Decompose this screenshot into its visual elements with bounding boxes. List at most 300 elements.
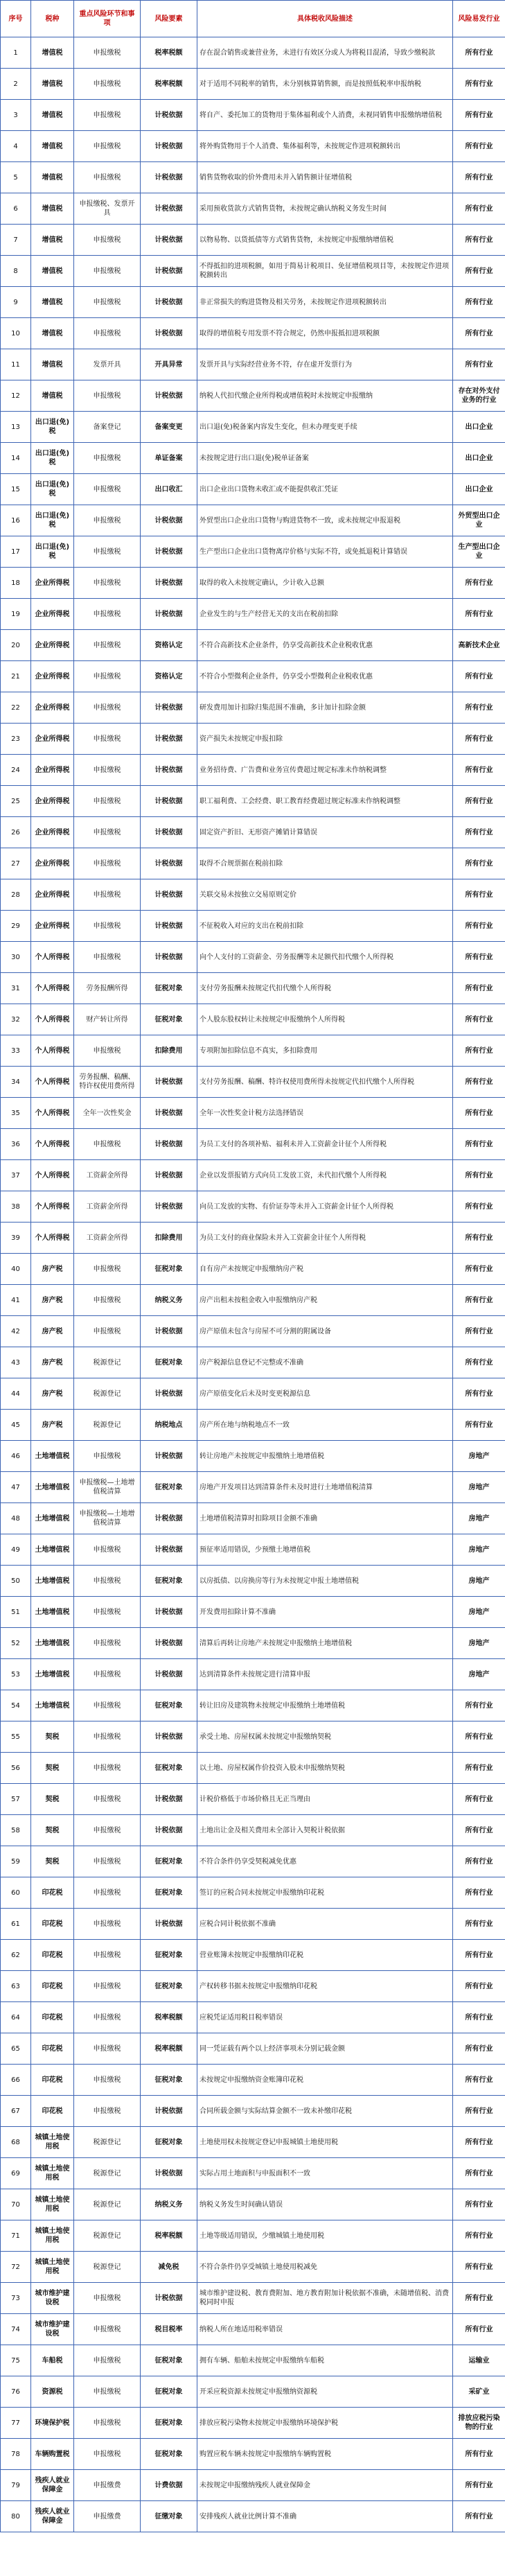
row-tax-type: 增值税 — [31, 318, 74, 349]
row-tax-type: 企业所得税 — [31, 755, 74, 786]
row-number: 74 — [1, 2314, 31, 2345]
row-risk-element: 资格认定 — [141, 661, 197, 692]
row-tax-type: 个人所得税 — [31, 1067, 74, 1098]
row-number: 37 — [1, 1160, 31, 1191]
row-risk-description: 不符合高新技术企业条件，仍享受高新技术企业税收优惠 — [197, 630, 453, 661]
row-number: 29 — [1, 911, 31, 942]
row-tax-type: 增值税 — [31, 193, 74, 225]
table-row — [1, 1035, 505, 1067]
row-tax-type: 土地增值税 — [31, 1534, 74, 1566]
row-tax-type: 印花税 — [31, 1877, 74, 1909]
row-number: 73 — [1, 2283, 31, 2314]
row-risk-description: 出口退(免)税备案内容发生变化，但未办理变更手续 — [197, 412, 453, 443]
row-risk-element: 计费依据 — [141, 2470, 197, 2501]
table-row — [1, 755, 505, 786]
row-risk-description: 职工福利费、工会经费、职工教育经费超过规定标准未作纳税调整 — [197, 786, 453, 817]
row-risk-link: 劳务报酬、稿酬、特许权使用费所得 — [74, 1067, 141, 1098]
row-risk-element: 计税依据 — [141, 1441, 197, 1472]
row-number: 71 — [1, 2220, 31, 2252]
row-industry: 所有行业 — [453, 817, 505, 848]
row-industry: 出口企业 — [453, 474, 505, 505]
row-risk-element: 计税依据 — [141, 1909, 197, 1940]
row-tax-type: 契税 — [31, 1784, 74, 1815]
row-industry: 所有行业 — [453, 692, 505, 724]
row-risk-link: 申报缴税 — [74, 692, 141, 724]
row-industry: 房地产 — [453, 1566, 505, 1597]
row-industry: 所有行业 — [453, 2096, 505, 2127]
row-industry: 所有行业 — [453, 973, 505, 1004]
row-risk-link: 申报缴税 — [74, 2376, 141, 2408]
row-tax-type: 企业所得税 — [31, 786, 74, 817]
row-risk-element: 计税依据 — [141, 536, 197, 568]
row-industry: 所有行业 — [453, 2252, 505, 2283]
row-tax-type: 印花税 — [31, 2033, 74, 2065]
row-risk-description: 为员工支付的各项补贴、福利未并入工资薪金计征个人所得税 — [197, 1129, 453, 1160]
row-tax-type: 印花税 — [31, 1909, 74, 1940]
row-risk-element: 计税依据 — [141, 1534, 197, 1566]
row-risk-description: 营业账簿未按规定申报缴纳印花税 — [197, 1940, 453, 1971]
row-industry: 存在对外支付业务的行业 — [453, 380, 505, 412]
row-risk-link: 申报缴税 — [74, 1254, 141, 1285]
row-risk-link: 申报缴税 — [74, 162, 141, 193]
row-tax-type: 契税 — [31, 1846, 74, 1877]
row-risk-element: 扣除费用 — [141, 1035, 197, 1067]
row-industry: 采矿业 — [453, 2376, 505, 2408]
row-industry: 所有行业 — [453, 69, 505, 100]
table-row — [1, 848, 505, 879]
row-risk-link: 申报缴税 — [74, 911, 141, 942]
table-row — [1, 1316, 505, 1347]
row-risk-description: 个人股东股权转让未按规定申报缴纳个人所得税 — [197, 1004, 453, 1035]
row-tax-type: 企业所得税 — [31, 661, 74, 692]
row-tax-type: 个人所得税 — [31, 1004, 74, 1035]
row-risk-element: 征税对象 — [141, 1971, 197, 2002]
row-tax-type: 车船税 — [31, 2345, 74, 2376]
table-row — [1, 2345, 505, 2376]
row-industry: 房地产 — [453, 1628, 505, 1659]
row-risk-description: 发票开具与实际经营业务不符，存在虚开发票行为 — [197, 349, 453, 380]
row-risk-element: 税率税额 — [141, 69, 197, 100]
row-number: 59 — [1, 1846, 31, 1877]
row-risk-element: 税率税额 — [141, 2002, 197, 2033]
row-industry: 所有行业 — [453, 1223, 505, 1254]
row-number: 45 — [1, 1410, 31, 1441]
row-industry: 所有行业 — [453, 1971, 505, 2002]
row-tax-type: 环境保护税 — [31, 2408, 74, 2439]
row-industry: 所有行业 — [453, 1067, 505, 1098]
table-row — [1, 131, 505, 162]
row-risk-description: 采用预收货款方式销售货物，未按规定确认纳税义务发生时间 — [197, 193, 453, 225]
row-risk-description: 向员工发放的实物、有价证券等未并入工资薪金计征个人所得税 — [197, 1191, 453, 1223]
row-risk-description: 不符合小型微利企业条件，仍享受小型微利企业税收优惠 — [197, 661, 453, 692]
table-row — [1, 911, 505, 942]
row-risk-description: 房产原值未包含与房屋不可分割的附属设备 — [197, 1316, 453, 1347]
row-risk-link: 申报缴税 — [74, 37, 141, 69]
row-industry: 所有行业 — [453, 1877, 505, 1909]
row-risk-element: 计税依据 — [141, 1067, 197, 1098]
row-risk-description: 销售货物收取的价外费用未并入销售额计征增值税 — [197, 162, 453, 193]
table-row — [1, 2127, 505, 2158]
table-row — [1, 879, 505, 911]
row-risk-element: 计税依据 — [141, 2158, 197, 2189]
header-no: 序号 — [1, 1, 31, 37]
row-risk-link: 税源登记 — [74, 1347, 141, 1378]
row-industry: 所有行业 — [453, 942, 505, 973]
table-row — [1, 287, 505, 318]
row-tax-type: 残疾人就业保障金 — [31, 2501, 74, 2532]
row-risk-element: 计税依据 — [141, 131, 197, 162]
row-risk-description: 土地出让金及相关费用未全部计入契税计税依据 — [197, 1815, 453, 1846]
row-risk-link: 申报缴税 — [74, 1129, 141, 1160]
row-risk-description: 转让房地产未按规定申报缴纳土地增值税 — [197, 1441, 453, 1472]
row-risk-element: 计税依据 — [141, 505, 197, 536]
row-number: 36 — [1, 1129, 31, 1160]
table-row — [1, 1909, 505, 1940]
row-risk-description: 不符合条件仍享受契税减免优惠 — [197, 1846, 453, 1877]
row-number: 55 — [1, 1721, 31, 1753]
row-number: 17 — [1, 536, 31, 568]
row-number: 23 — [1, 724, 31, 755]
row-tax-type: 增值税 — [31, 131, 74, 162]
row-risk-description: 开发费用扣除计算不准确 — [197, 1597, 453, 1628]
row-number: 22 — [1, 692, 31, 724]
row-industry: 所有行业 — [453, 724, 505, 755]
table-row — [1, 474, 505, 505]
row-tax-type: 个人所得税 — [31, 1129, 74, 1160]
row-risk-description: 为员工支付的商业保险未并入工资薪金计征个人所得税 — [197, 1223, 453, 1254]
table-row — [1, 100, 505, 131]
row-number: 10 — [1, 318, 31, 349]
row-risk-description: 支付劳务报酬、稿酬、特许权使用费所得未按规定代扣代缴个人所得税 — [197, 1067, 453, 1098]
row-number: 21 — [1, 661, 31, 692]
row-risk-link: 申报缴税 — [74, 256, 141, 287]
table-row — [1, 1347, 505, 1378]
row-tax-type: 增值税 — [31, 69, 74, 100]
row-risk-element: 税率税额 — [141, 37, 197, 69]
row-number: 48 — [1, 1503, 31, 1534]
row-risk-element: 计税依据 — [141, 1191, 197, 1223]
row-number: 54 — [1, 1690, 31, 1721]
row-industry: 高新技术企业 — [453, 630, 505, 661]
table-row — [1, 2252, 505, 2283]
row-industry: 所有行业 — [453, 2470, 505, 2501]
row-tax-type: 增值税 — [31, 162, 74, 193]
row-risk-description: 产权转移书据未按规定申报缴纳印花税 — [197, 1971, 453, 2002]
row-tax-type: 出口退(免)税 — [31, 412, 74, 443]
row-risk-description: 实际占用土地面积与申报面积不一致 — [197, 2158, 453, 2189]
table-row — [1, 162, 505, 193]
row-tax-type: 企业所得税 — [31, 879, 74, 911]
row-tax-type: 企业所得税 — [31, 848, 74, 879]
row-tax-type: 土地增值税 — [31, 1566, 74, 1597]
row-risk-link: 财产转让所得 — [74, 1004, 141, 1035]
row-risk-link: 申报缴税 — [74, 1441, 141, 1472]
row-risk-link: 申报缴费 — [74, 2470, 141, 2501]
row-industry: 运输业 — [453, 2345, 505, 2376]
row-tax-type: 增值税 — [31, 256, 74, 287]
table-row — [1, 2158, 505, 2189]
row-risk-description: 土地增值税清算时扣除项目金额不准确 — [197, 1503, 453, 1534]
row-risk-element: 计税依据 — [141, 256, 197, 287]
row-industry: 所有行业 — [453, 1378, 505, 1410]
row-risk-element: 计税依据 — [141, 287, 197, 318]
row-tax-type: 房产税 — [31, 1316, 74, 1347]
row-number: 14 — [1, 443, 31, 474]
row-industry: 所有行业 — [453, 1129, 505, 1160]
row-risk-element: 计税依据 — [141, 755, 197, 786]
row-risk-description: 非正常损失的购进货物及相关劳务，未按规定作进项税额转出 — [197, 287, 453, 318]
row-risk-description: 向个人支付的工资薪金、劳务报酬等未足额代扣代缴个人所得税 — [197, 942, 453, 973]
row-number: 76 — [1, 2376, 31, 2408]
row-risk-description: 将外购货物用于个人消费、集体福利等，未按规定作进项税额转出 — [197, 131, 453, 162]
row-number: 15 — [1, 474, 31, 505]
table-row — [1, 2189, 505, 2220]
row-risk-element: 计税依据 — [141, 380, 197, 412]
row-risk-link: 申报缴税 — [74, 2283, 141, 2314]
row-number: 11 — [1, 349, 31, 380]
row-number: 40 — [1, 1254, 31, 1285]
row-risk-element: 计税依据 — [141, 1160, 197, 1191]
row-tax-type: 土地增值税 — [31, 1628, 74, 1659]
row-industry: 所有行业 — [453, 1721, 505, 1753]
row-industry: 所有行业 — [453, 1846, 505, 1877]
row-tax-type: 增值税 — [31, 287, 74, 318]
row-industry: 所有行业 — [453, 661, 505, 692]
row-risk-description: 预征率适用错误，少预缴土地增值税 — [197, 1534, 453, 1566]
row-risk-element: 计税依据 — [141, 911, 197, 942]
row-tax-type: 城镇土地使用税 — [31, 2158, 74, 2189]
row-industry: 所有行业 — [453, 911, 505, 942]
header-element: 风险要素 — [141, 1, 197, 37]
table-row — [1, 1160, 505, 1191]
table-row — [1, 256, 505, 287]
row-risk-link: 申报缴税 — [74, 536, 141, 568]
row-risk-link: 税源登记 — [74, 2158, 141, 2189]
table-row — [1, 1690, 505, 1721]
row-risk-description: 计税价格低于市场价格且无正当理由 — [197, 1784, 453, 1815]
table-row — [1, 661, 505, 692]
row-number: 1 — [1, 37, 31, 69]
row-risk-link: 申报缴税 — [74, 1566, 141, 1597]
row-risk-description: 应税凭证适用税目税率错误 — [197, 2002, 453, 2033]
row-number: 64 — [1, 2002, 31, 2033]
row-industry: 所有行业 — [453, 848, 505, 879]
row-risk-link: 税源登记 — [74, 2220, 141, 2252]
row-industry: 排放应税污染物的行业 — [453, 2408, 505, 2439]
row-industry: 所有行业 — [453, 568, 505, 599]
row-industry: 所有行业 — [453, 2439, 505, 2470]
row-industry: 生产型出口企业 — [453, 536, 505, 568]
row-risk-description: 全年一次性奖金计税方法选择错误 — [197, 1098, 453, 1129]
row-risk-description: 取得不合规票据在税前扣除 — [197, 848, 453, 879]
row-tax-type: 城镇土地使用税 — [31, 2220, 74, 2252]
row-tax-type: 城市维护建设税 — [31, 2314, 74, 2345]
row-number: 33 — [1, 1035, 31, 1067]
table-row — [1, 1472, 505, 1503]
row-risk-link: 申报缴税 — [74, 2408, 141, 2439]
row-tax-type: 资源税 — [31, 2376, 74, 2408]
row-industry: 所有行业 — [453, 225, 505, 256]
row-number: 66 — [1, 2065, 31, 2096]
row-risk-description: 土地使用权未按规定登记申报城镇土地使用税 — [197, 2127, 453, 2158]
table-row — [1, 2096, 505, 2127]
row-tax-type: 印花税 — [31, 2096, 74, 2127]
row-number: 28 — [1, 879, 31, 911]
row-number: 79 — [1, 2470, 31, 2501]
row-industry: 所有行业 — [453, 599, 505, 630]
row-tax-type: 房产税 — [31, 1285, 74, 1316]
row-number: 41 — [1, 1285, 31, 1316]
row-tax-type: 土地增值税 — [31, 1659, 74, 1690]
table-row — [1, 942, 505, 973]
row-risk-description: 将自产、委托加工的货物用于集体福利或个人消费，未视同销售申报缴纳增值税 — [197, 100, 453, 131]
row-risk-element: 征税对象 — [141, 1254, 197, 1285]
row-risk-element: 出口收汇 — [141, 474, 197, 505]
row-industry: 所有行业 — [453, 2127, 505, 2158]
row-risk-element: 征税对象 — [141, 2127, 197, 2158]
row-risk-element: 计税依据 — [141, 879, 197, 911]
row-risk-link: 申报缴税 — [74, 1784, 141, 1815]
row-number: 5 — [1, 162, 31, 193]
row-number: 77 — [1, 2408, 31, 2439]
row-risk-link: 申报缴税 — [74, 1659, 141, 1690]
table-row — [1, 1721, 505, 1753]
row-risk-element: 征税对象 — [141, 1940, 197, 1971]
row-industry: 所有行业 — [453, 2065, 505, 2096]
table-row — [1, 536, 505, 568]
row-industry: 所有行业 — [453, 2501, 505, 2532]
row-risk-element: 计税依据 — [141, 1129, 197, 1160]
row-risk-description: 转让旧房及建筑物未按规定申报缴纳土地增值税 — [197, 1690, 453, 1721]
table-row — [1, 1940, 505, 1971]
row-risk-description: 关联交易未按独立交易原则定价 — [197, 879, 453, 911]
row-tax-type: 印花税 — [31, 1940, 74, 1971]
table-row — [1, 1098, 505, 1129]
row-risk-description: 企业以发票报销方式向员工发放工资，未代扣代缴个人所得税 — [197, 1160, 453, 1191]
row-number: 18 — [1, 568, 31, 599]
table-row — [1, 2002, 505, 2033]
table-row — [1, 1877, 505, 1909]
table-row — [1, 1566, 505, 1597]
row-risk-link: 税源登记 — [74, 2252, 141, 2283]
row-risk-link: 申报缴税 — [74, 724, 141, 755]
row-tax-type: 个人所得税 — [31, 973, 74, 1004]
row-industry: 所有行业 — [453, 755, 505, 786]
table-row — [1, 193, 505, 225]
table-row — [1, 2376, 505, 2408]
row-number: 3 — [1, 100, 31, 131]
row-risk-description: 房产原值变化后未及时变更税源信息 — [197, 1378, 453, 1410]
row-risk-element: 计税依据 — [141, 2096, 197, 2127]
row-risk-description: 对于适用不同税率的销售，未分别核算销售额，而是按照低税率申报纳税 — [197, 69, 453, 100]
row-tax-type: 契税 — [31, 1815, 74, 1846]
row-number: 46 — [1, 1441, 31, 1472]
row-risk-description: 应税合同计税依据不准确 — [197, 1909, 453, 1940]
row-tax-type: 印花税 — [31, 1971, 74, 2002]
header-industry: 风险易发行业 — [453, 1, 505, 37]
row-risk-description: 未按规定进行出口退(免)税单证备案 — [197, 443, 453, 474]
row-risk-link: 申报缴税 — [74, 1753, 141, 1784]
row-number: 56 — [1, 1753, 31, 1784]
row-risk-element: 计税依据 — [141, 942, 197, 973]
row-tax-type: 企业所得税 — [31, 817, 74, 848]
row-risk-link: 税源登记 — [74, 2189, 141, 2220]
row-risk-description: 取得的增值税专用发票不符合规定，仍然申报抵扣进项税额 — [197, 318, 453, 349]
row-risk-description: 企业发生的与生产经营无关的支出在税前扣除 — [197, 599, 453, 630]
row-risk-link: 申报缴税 — [74, 2096, 141, 2127]
row-risk-element: 计税依据 — [141, 100, 197, 131]
row-risk-link: 申报缴税 — [74, 2439, 141, 2470]
row-tax-type: 契税 — [31, 1721, 74, 1753]
row-risk-description: 以土地、房屋权属作价投资入股未申报缴纳契税 — [197, 1753, 453, 1784]
row-risk-link: 申报缴税 — [74, 599, 141, 630]
row-tax-type: 企业所得税 — [31, 599, 74, 630]
row-industry: 房地产 — [453, 1534, 505, 1566]
row-industry: 所有行业 — [453, 193, 505, 225]
table-row — [1, 1659, 505, 1690]
table-row — [1, 225, 505, 256]
row-risk-element: 征税对象 — [141, 1004, 197, 1035]
table-row — [1, 1628, 505, 1659]
row-industry: 所有行业 — [453, 1753, 505, 1784]
table-row — [1, 692, 505, 724]
header-description: 具体税收风险描述 — [197, 1, 453, 37]
row-risk-element: 征税对象 — [141, 2065, 197, 2096]
table-row — [1, 1441, 505, 1472]
table-row — [1, 2220, 505, 2252]
table-row — [1, 412, 505, 443]
table-row — [1, 1846, 505, 1877]
row-number: 67 — [1, 2096, 31, 2127]
row-industry: 所有行业 — [453, 1909, 505, 1940]
row-industry: 所有行业 — [453, 349, 505, 380]
row-risk-description: 出口企业出口货物未收汇或不能提供收汇凭证 — [197, 474, 453, 505]
row-industry: 所有行业 — [453, 1004, 505, 1035]
row-risk-element: 计税依据 — [141, 2283, 197, 2314]
row-industry: 所有行业 — [453, 1784, 505, 1815]
row-number: 27 — [1, 848, 31, 879]
row-tax-type: 出口退(免)税 — [31, 505, 74, 536]
row-number: 80 — [1, 2501, 31, 2532]
row-risk-element: 征税对象 — [141, 1753, 197, 1784]
row-industry: 所有行业 — [453, 1690, 505, 1721]
row-tax-type: 房产税 — [31, 1410, 74, 1441]
row-industry: 所有行业 — [453, 2033, 505, 2065]
row-risk-element: 计税依据 — [141, 848, 197, 879]
table-row — [1, 1378, 505, 1410]
row-risk-description: 业务招待费、广告费和业务宣传费超过规定标准未作纳税调整 — [197, 755, 453, 786]
row-industry: 所有行业 — [453, 1347, 505, 1378]
row-number: 31 — [1, 973, 31, 1004]
table-row — [1, 786, 505, 817]
row-tax-type: 城镇土地使用税 — [31, 2127, 74, 2158]
table-row — [1, 2439, 505, 2470]
row-risk-element: 计税依据 — [141, 162, 197, 193]
row-risk-link: 申报缴税 — [74, 942, 141, 973]
row-industry: 所有行业 — [453, 2220, 505, 2252]
row-risk-link: 申报缴税 — [74, 443, 141, 474]
row-risk-link: 发票开具 — [74, 349, 141, 380]
row-industry: 所有行业 — [453, 1285, 505, 1316]
row-number: 34 — [1, 1067, 31, 1098]
row-number: 65 — [1, 2033, 31, 2065]
table-row — [1, 1285, 505, 1316]
row-risk-link: 申报缴税 — [74, 568, 141, 599]
row-tax-type: 印花税 — [31, 2065, 74, 2096]
row-risk-description: 不得抵扣的进项税额，如用于简易计税项目、免征增值税项目等，未按规定作进项税额转出 — [197, 256, 453, 287]
row-risk-link: 申报缴税、发票开具 — [74, 193, 141, 225]
row-industry: 所有行业 — [453, 879, 505, 911]
